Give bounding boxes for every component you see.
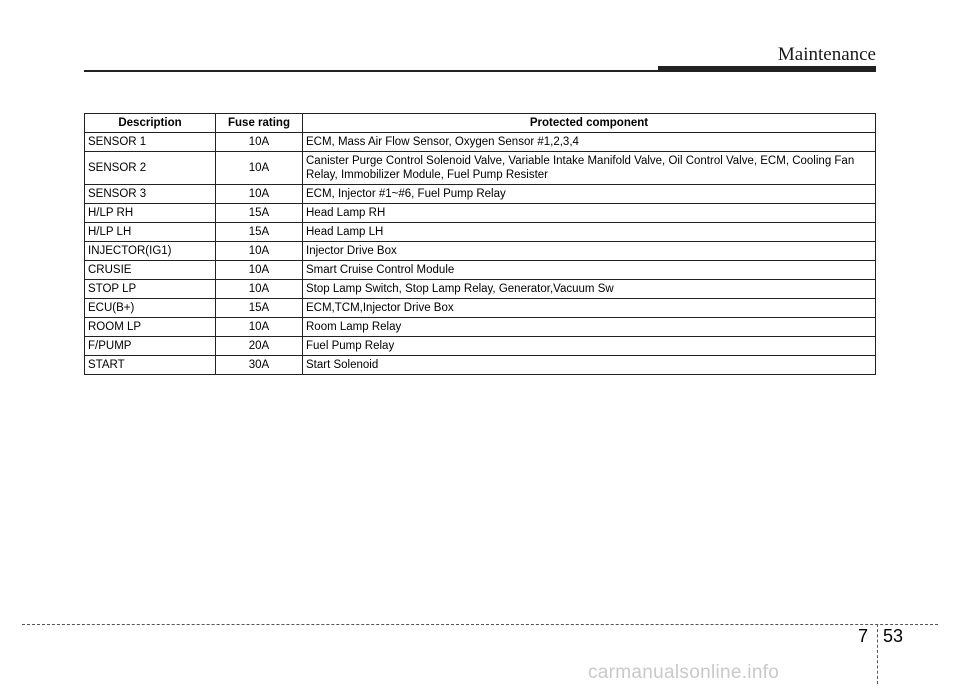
- table-row: [85, 280, 876, 299]
- cell-fuse-rating: 10A: [216, 261, 303, 280]
- cell-fuse-rating: 10A: [216, 280, 303, 299]
- cell-protected-component: Room Lamp Relay: [303, 318, 876, 337]
- cell-protected-component: ECM, Injector #1~#6, Fuel Pump Relay: [303, 185, 876, 204]
- cell-fuse-rating: 15A: [216, 223, 303, 242]
- cell-description: STOP LP: [85, 280, 216, 299]
- cell-protected-component: ECM, Mass Air Flow Sensor, Oxygen Sensor #1,2,3,4: [303, 133, 876, 152]
- cell-protected-component: Canister Purge Control Solenoid Valve, Variable Intake Manifold Valve, Oil Control Valve, ECM, Cooling Fan Relay, Immobilizer Module, Fuel Pump Resister: [303, 152, 876, 185]
- table-row: [85, 133, 876, 152]
- cell-description: SENSOR 3: [85, 185, 216, 204]
- table-row: [85, 242, 876, 261]
- fuse-table: [84, 113, 876, 375]
- cell-protected-component: Injector Drive Box: [303, 242, 876, 261]
- table-row: [85, 152, 876, 185]
- cell-protected-component: Fuel Pump Relay: [303, 337, 876, 356]
- cell-fuse-rating: 10A: [216, 318, 303, 337]
- table-row: [85, 299, 876, 318]
- cell-description: H/LP LH: [85, 223, 216, 242]
- cell-protected-component: ECM,TCM,Injector Drive Box: [303, 299, 876, 318]
- header-protected-component: Protected component: [303, 114, 876, 133]
- chapter-number: 7: [858, 626, 869, 646]
- cell-description: CRUSIE: [85, 261, 216, 280]
- cell-protected-component: Smart Cruise Control Module: [303, 261, 876, 280]
- table-body: [85, 133, 876, 375]
- cell-fuse-rating: 10A: [216, 152, 303, 185]
- cell-fuse-rating: 15A: [216, 204, 303, 223]
- cell-description: H/LP RH: [85, 204, 216, 223]
- cell-fuse-rating: 30A: [216, 356, 303, 375]
- cell-protected-component: Head Lamp LH: [303, 223, 876, 242]
- table-row: [85, 318, 876, 337]
- footer-vertical-dashed-rule: [877, 624, 878, 684]
- header-rule-thin: [84, 70, 660, 72]
- section-title: Maintenance: [777, 44, 876, 65]
- cell-description: F/PUMP: [85, 337, 216, 356]
- table-row: [85, 204, 876, 223]
- cell-description: SENSOR 2: [85, 152, 216, 185]
- cell-fuse-rating: 10A: [216, 185, 303, 204]
- table-row: [85, 223, 876, 242]
- cell-protected-component: Stop Lamp Switch, Stop Lamp Relay, Generator,Vacuum Sw: [303, 280, 876, 299]
- cell-protected-component: Head Lamp RH: [303, 204, 876, 223]
- footer-dashed-rule: [22, 624, 938, 625]
- watermark: carmanualsonline.info: [588, 662, 780, 683]
- cell-description: ROOM LP: [85, 318, 216, 337]
- table-header-row: [85, 114, 876, 133]
- page-number: 53: [883, 626, 904, 646]
- cell-fuse-rating: 15A: [216, 299, 303, 318]
- table-row: [85, 261, 876, 280]
- cell-protected-component: Start Solenoid: [303, 356, 876, 375]
- cell-description: ECU(B+): [85, 299, 216, 318]
- cell-fuse-rating: 10A: [216, 133, 303, 152]
- table-row: [85, 337, 876, 356]
- table-row: [85, 356, 876, 375]
- cell-fuse-rating: 20A: [216, 337, 303, 356]
- cell-description: SENSOR 1: [85, 133, 216, 152]
- header-description: Description: [85, 114, 216, 133]
- table-row: [85, 185, 876, 204]
- cell-fuse-rating: 10A: [216, 242, 303, 261]
- cell-description: INJECTOR(IG1): [85, 242, 216, 261]
- cell-description: START: [85, 356, 216, 375]
- header-fuse-rating: Fuse rating: [216, 114, 303, 133]
- header-rule-thick: [658, 66, 876, 72]
